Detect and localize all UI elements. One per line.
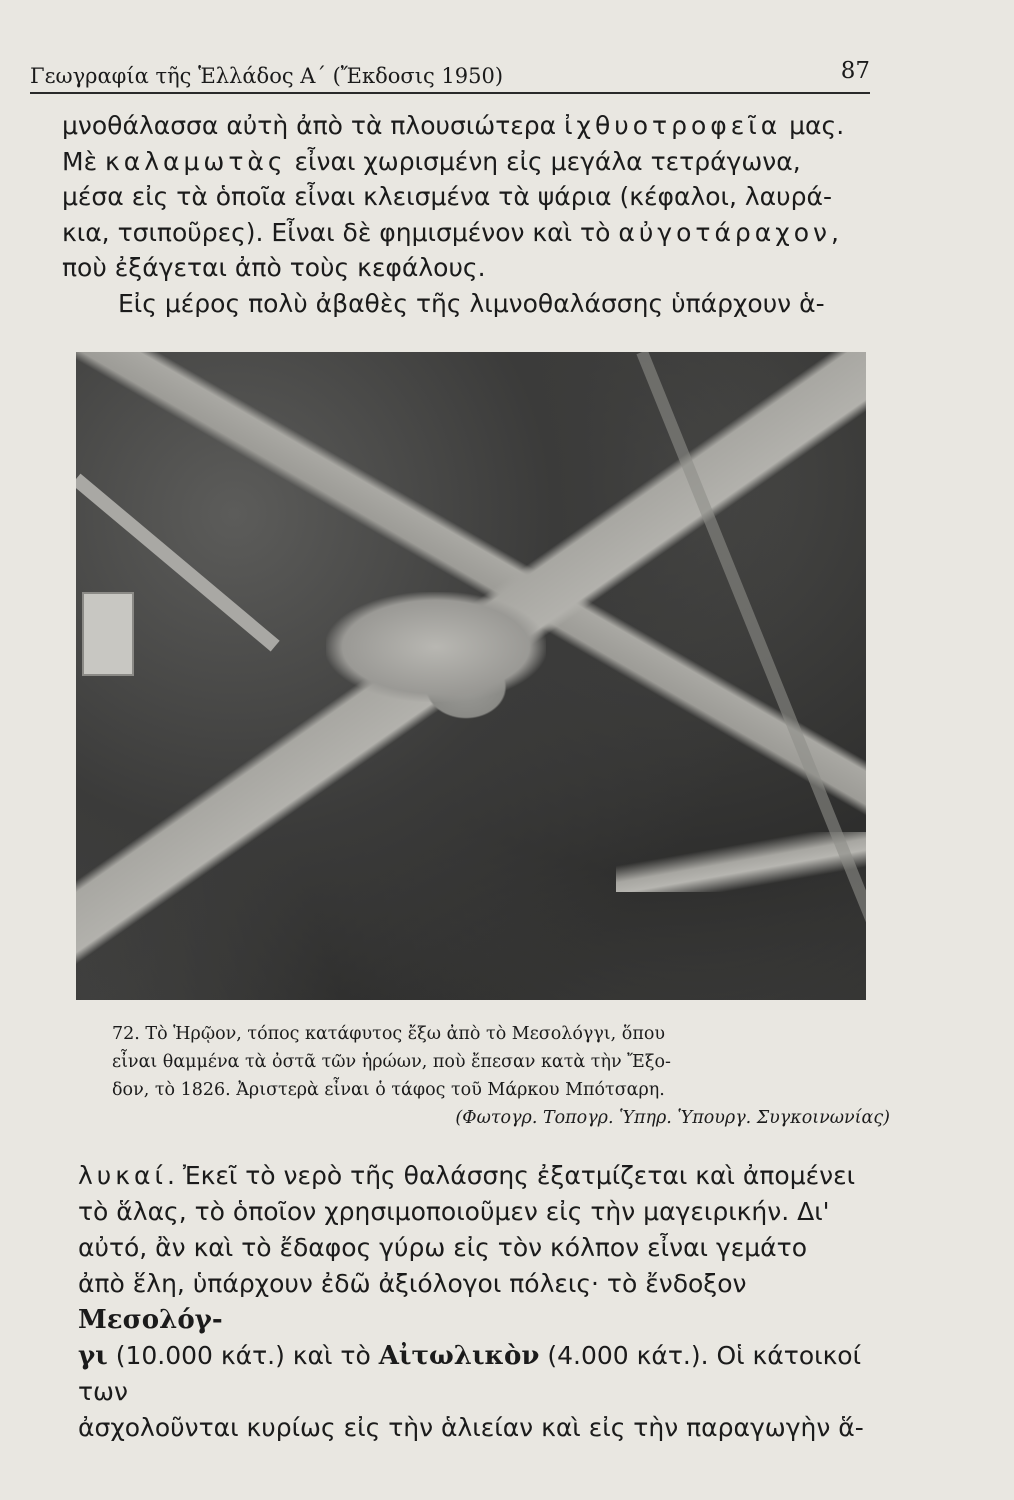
figure-caption (112, 1020, 890, 1132)
text-line: ἀσχολοῦνται κυρίως εἰς τὴν ἁλιείαν καὶ εἰς τὴν παραγωγὴν ἅ- (78, 1413, 864, 1442)
photo-path (616, 832, 866, 892)
photo-clearing (326, 592, 546, 702)
page-number: 87 (840, 58, 870, 84)
place-name: Αἰτωλικὸν (378, 1341, 540, 1371)
text-line: κια, τσιποῦρες). Εἶναι δὲ φημισμένον καὶ τὸ αὐγοτάραχον, (62, 217, 843, 247)
caption-line: εἶναι θαμμένα τὰ ὀστᾶ τῶν ἡρώων, ποὺ ἔπεσαν κατὰ τὴν Ἔξο- (112, 1052, 671, 1072)
text-line: μνοθάλασσα αὐτὴ ἀπὸ τὰ πλουσιώτερα ἰχθυοτροφεῖα μας. (62, 111, 845, 140)
caption-line: 72. Τὸ Ἡρῷον, τόπος κατάφυτος ἔξω ἀπὸ τὸ Μεσολόγγι, ὅπου (112, 1024, 666, 1044)
text-line: αὐτό, ἂν καὶ τὸ ἔδαφος γύρω εἰς τὸν κόλπον εἶναι γεμάτο (78, 1233, 807, 1262)
text-line: Μὲ καλαμωτὰς εἶναι χωρισμένη εἰς μεγάλα τετράγωνα, (62, 146, 801, 176)
text-line: ποὺ ἐξάγεται ἀπὸ τοὺς κεφάλους. (62, 253, 486, 282)
text-line: τὸ ἅλας, τὸ ὁποῖον χρησιμοποιοῦμεν εἰς τὴν μαγειρικήν. Δι' (78, 1197, 830, 1226)
place-name: Μεσολόγ- (78, 1305, 223, 1335)
aerial-photograph (76, 352, 866, 1000)
body-text-top (62, 108, 874, 321)
text-line: Εἰς μέρος πολὺ ἀβαθὲς τῆς λιμνοθαλάσσης ὑπάρχουν ἁ- (118, 288, 825, 318)
photo-credit: (Φωτογρ. Τοπογρ. Ὑπηρ. Ὑπουργ. Συγκοινωνίας) (455, 1108, 890, 1128)
text-line: ἀπὸ ἕλη, ὑπάρχουν ἐδῶ ἀξιόλογοι πόλεις· τὸ ἔνδοξον Μεσολόγ- (78, 1269, 747, 1335)
body-text-bottom (78, 1158, 898, 1446)
photo-building (82, 592, 134, 676)
text-line: λυκαί. Ἐκεῖ τὸ νερὸ τῆς θαλάσσης ἐξατμίζεται καὶ ἀπομένει (78, 1161, 856, 1190)
text-line: μέσα εἰς τὰ ὁποῖα εἶναι κλεισμένα τὰ ψάρια (κέφαλοι, λαυρά- (62, 182, 832, 211)
caption-line: δον, τὸ 1826. Ἀριστερὰ εἶναι ὁ τάφος τοῦ Μάρκου Μπότσαρη. (112, 1080, 665, 1100)
text-line: γι (10.000 κάτ.) καὶ τὸ Αἰτωλικὸν (4.000 κάτ.). Οἱ κάτοικοί των (78, 1341, 862, 1406)
running-header (30, 60, 870, 94)
running-title: Γεωγραφία τῆς Ἑλλάδος Α´ (Ἔκδοσις 1950) (30, 64, 504, 88)
